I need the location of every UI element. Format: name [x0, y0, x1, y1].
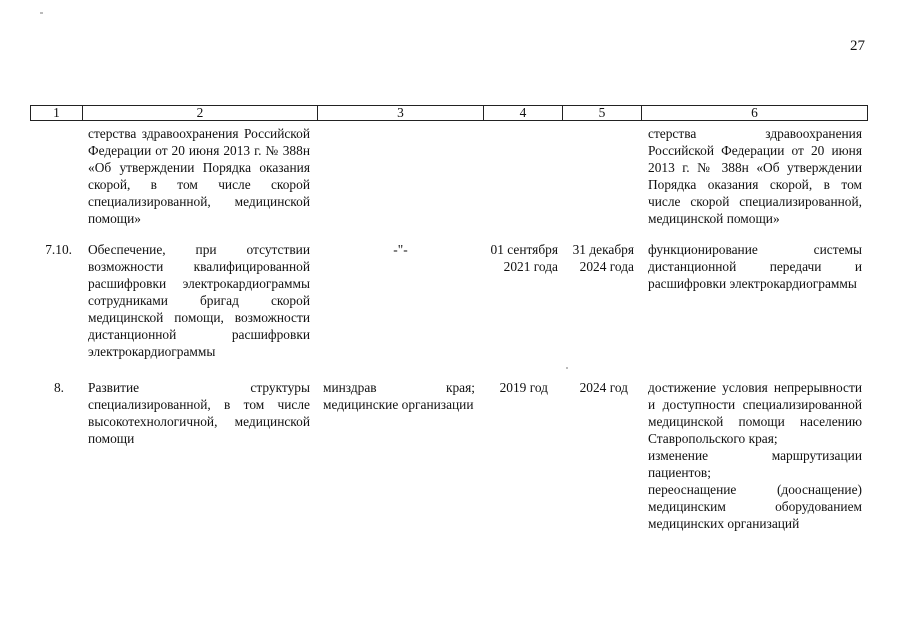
header-col-1: 1	[31, 106, 83, 121]
row2-end: 2024 год	[579, 380, 628, 395]
row1-executor: -"-	[393, 242, 408, 257]
row0-activity: стерства здравоохранения Российской Федерации от 20 июня 2013 г. № 388н «Об утверждении Порядка оказания скорой, в том числе скорой специализированной, медицинской помощи»	[88, 126, 310, 226]
row2-result-part-1: достижение условия непрерывности и доступности специализированной медицинской помощи населению Ставропольского края;	[648, 380, 862, 446]
scan-speck	[566, 367, 568, 369]
row1-start: 01 сентября 2021 года	[490, 242, 558, 274]
row1-end: 31 декабря 2024 года	[572, 242, 634, 274]
row2-start: 2019 год	[499, 380, 548, 395]
row2-result	[648, 379, 862, 532]
header-col-6: 6	[642, 106, 868, 121]
scan-speck	[40, 12, 43, 14]
row0-result: стерства здравоохранения Российской Федерации от 20 июня 2013 г. № 388н «Об утверждении Порядка оказания скорой, в том числе скорой специализированной, медицинской помощи»	[648, 126, 862, 226]
row1-result: функционирование системы дистанционной передачи и расшифровки электрокардиограммы	[648, 242, 862, 291]
row2-number: 8.	[53, 380, 64, 395]
table-header	[30, 105, 868, 121]
row2-result-part-2: изменение маршрутизации пациентов;	[648, 448, 862, 480]
row2-result-part-3: переоснащение (дооснащение) медицинским оборудованием медицинских организаций	[648, 482, 862, 531]
page-number: 27	[850, 38, 865, 54]
header-col-5: 5	[563, 106, 642, 121]
header-col-3: 3	[318, 106, 484, 121]
header-col-2: 2	[83, 106, 318, 121]
row1-activity: Обеспечение, при отсутствии возможности квалифицированной расшифровки электрокардиограммы сотрудниками бригад скорой медицинской помощи, возможности дистанционной расшифровки электрокардиограммы	[88, 242, 310, 359]
row2-activity: Развитие структуры специализированной, в том числе высокотехнологичной, медицинской помощи	[88, 380, 310, 446]
row1-number: 7.10.	[45, 242, 72, 257]
header-col-4: 4	[484, 106, 563, 121]
row2-executor: минздрав края; медицинские организации	[323, 380, 475, 412]
